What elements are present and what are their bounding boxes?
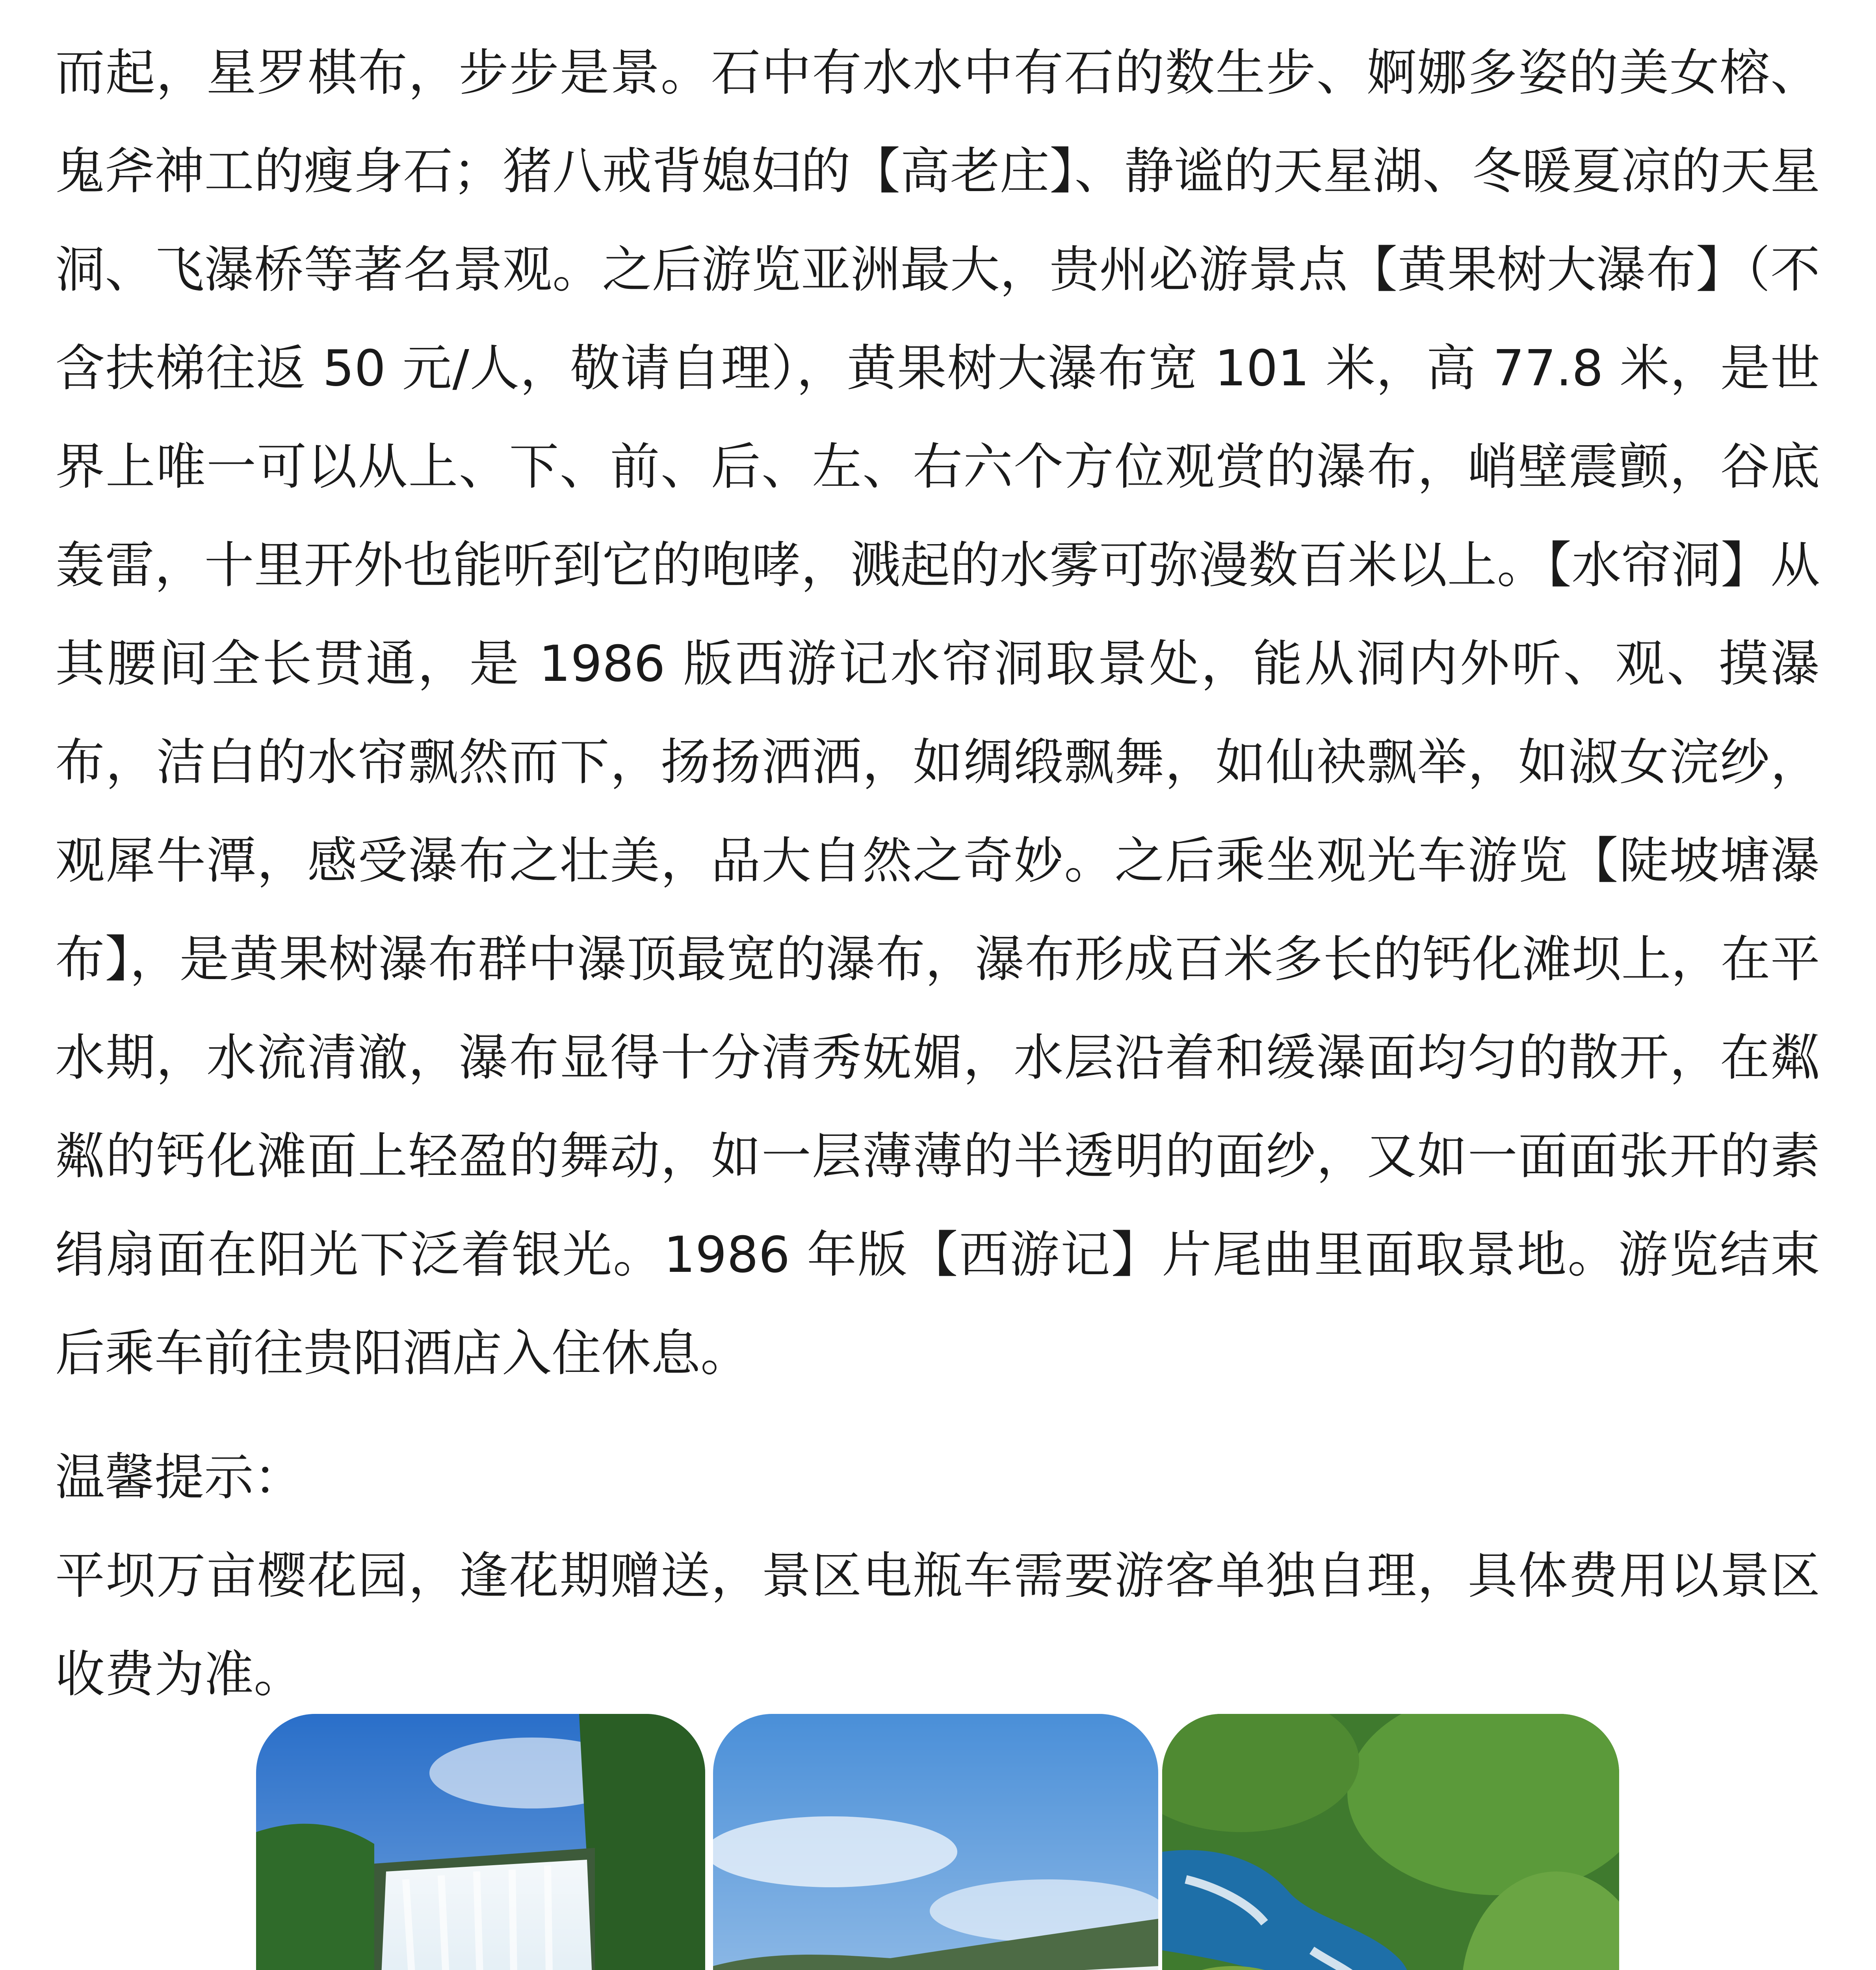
mossy-stream-photo <box>1162 1714 1619 1970</box>
waterfall-front-photo <box>256 1714 705 1970</box>
itinerary-description: 而起，星罗棋布，步步是景。石中有水水中有石的数生步、婀娜多姿的美女榕、鬼斧神工的瘦身石；猪八戒背媳妇的【高老庄】、静谧的天星湖、冬暖夏凉的天星洞、飞瀑桥等著名景观。之后游览亚洲最大，贵州必游景点【黄果树大瀑布】（不含扶梯往返 50 元/人，敬请自理），黄果树大瀑布宽 101 米，高 77.8 米，是世界上唯一可以从上、下、前、后、左、右六个方位观赏的瀑布，峭壁震颤，谷底轰雷，十里开外也能听到它的咆哮，溅起的水雾可弥漫数百米以上。【水帘洞】从其腰间全长贯通，是 1986 版西游记水帘洞取景处，能从洞内外听、观、摸瀑布，洁白的水帘飘然而下，扬扬洒洒，如绸缎飘舞，如仙袂飘举，如淑女浣纱，观犀牛潭，感受瀑布之壮美，品大自然之奇妙。之后乘坐观光车游览【陡坡塘瀑布】，是黄果树瀑布群中瀑顶最宽的瀑布，瀑布形成百米多长的钙化滩坝上，在平水期，水流清澈，瀑布显得十分清秀妩媚，水层沿着和缓瀑面均匀的散开，在粼粼的钙化滩面上轻盈的舞动，如一层薄薄的半透明的面纱，又如一面面张开的素绢扇面在阳光下泛着银光。1986 年版【西游记】片尾曲里面取景地。游览结束后乘车前往贵阳酒店入住休息。 <box>55 44 1820 1382</box>
tips-heading: 温馨提示： <box>55 1448 303 1506</box>
wide-waterfall-photo <box>713 1714 1158 1970</box>
tips-text: 平坝万亩樱花园，逢花期赠送，景区电瓶车需要游客单独自理，具体费用以景区收费为准。 <box>55 1547 1820 1703</box>
